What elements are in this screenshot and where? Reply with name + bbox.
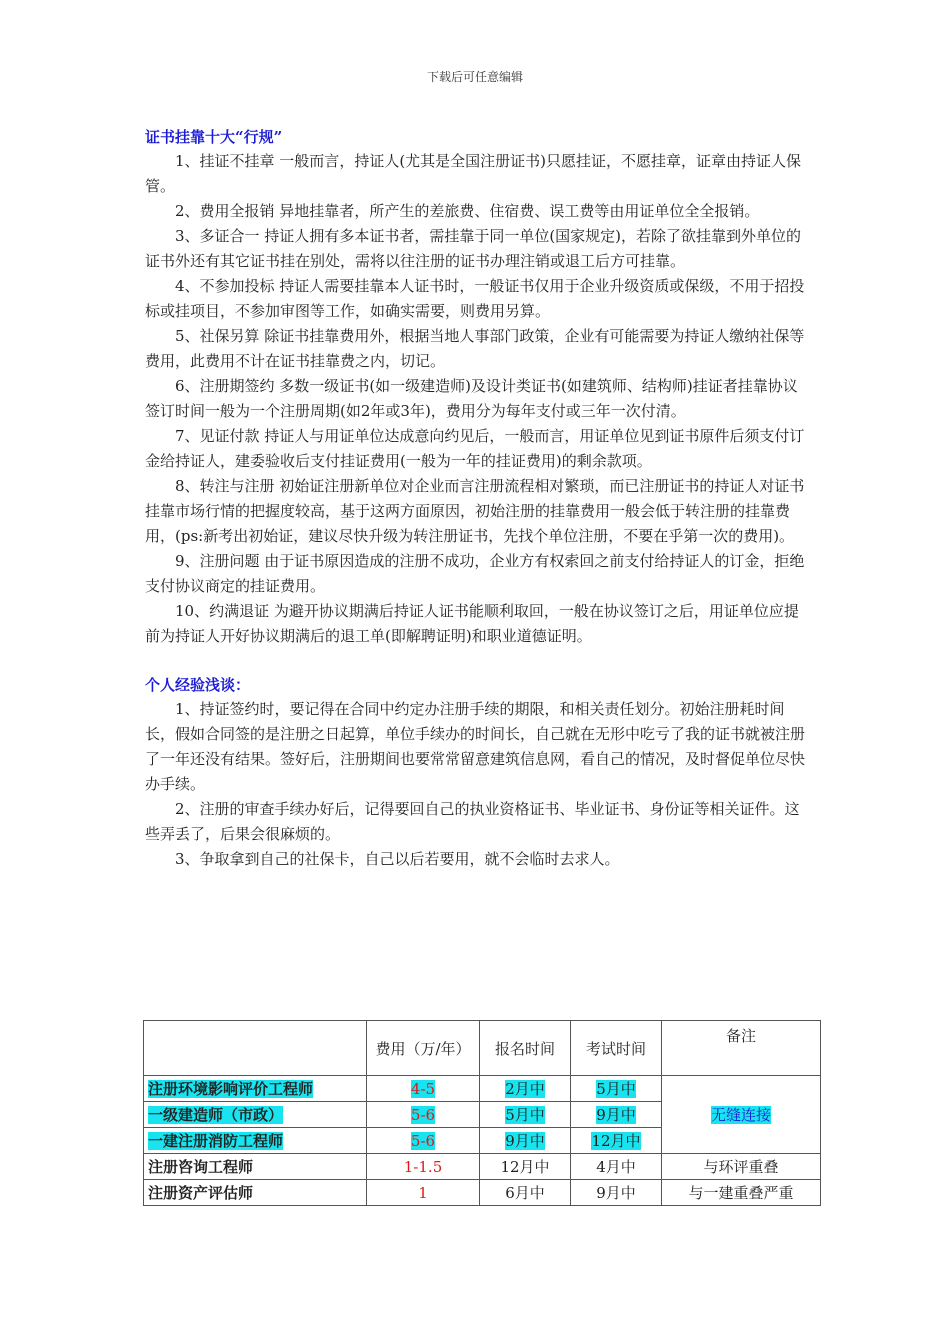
row-fee: 4-5	[410, 1079, 436, 1098]
header-note: 备注	[662, 1021, 821, 1076]
row-exam-cell	[571, 1076, 662, 1102]
rule-paragraph: 6、注册期签约 多数一级证书(如一级建造师)及设计类证书(如建筑师、结构师)挂证者挂靠协议签订时间一般为一个注册周期(如2年或3年)，费用分为每年支付或三年一次付清。	[145, 377, 798, 420]
rule-paragraph: 8、转注与注册 初始证注册新单位对企业而言注册流程相对繁琐，而已注册证书的持证人对证书挂靠市场行情的把握度较高，基于这两方面原因，初始注册的挂靠费用一般会低于转注册的挂靠费用，(ps:新考出初始证，建议尽快升级为转注册证书，先找个单位注册，不要在乎第一次的费用)。	[145, 477, 805, 545]
row-fee: 5-6	[410, 1105, 436, 1124]
row-name-cell	[144, 1102, 367, 1128]
row-name-cell	[144, 1076, 367, 1102]
row-exam-cell	[571, 1128, 662, 1154]
row-signup: 5月中	[505, 1106, 545, 1124]
row-signup-cell	[480, 1102, 571, 1128]
table-row	[144, 1076, 821, 1102]
section-title-experience: 个人经验浅谈：	[145, 676, 251, 694]
rule-paragraph: 2、费用全报销 异地挂靠者，所产生的差旅费、住宿费、误工费等由用证单位全全报销。	[175, 202, 760, 220]
header-fee: 费用（万/年）	[367, 1021, 480, 1076]
row-signup: 2月中	[505, 1080, 545, 1098]
table-header-row	[144, 1021, 821, 1076]
row-exam: 9月中	[571, 1180, 662, 1206]
rule-paragraph: 7、见证付款 持证人与用证单位达成意向约见后，一般而言，用证单位见到证书原件后须支付订金给持证人，建委验收后支付挂证费用(一般为一年的挂证费用)的剩余款项。	[145, 427, 805, 470]
document-body	[145, 125, 810, 872]
row-signup-cell	[480, 1076, 571, 1102]
row-name: 一级建造师（市政）	[148, 1106, 284, 1124]
row-note: 与环评重叠	[662, 1154, 821, 1180]
row-fee: 1	[367, 1180, 480, 1206]
row-note: 与一建重叠严重	[662, 1180, 821, 1206]
row-signup: 9月中	[505, 1132, 545, 1150]
header-signup: 报名时间	[480, 1021, 571, 1076]
row-name-cell	[144, 1128, 367, 1154]
experience-paragraph: 3、争取拿到自己的社保卡，自己以后若要用，就不会临时去求人。	[175, 850, 620, 868]
rule-paragraph: 10、约满退证 为避开协议期满后持证人证书能顺利取回，一般在协议签订之后，用证单位应提前为持证人开好协议期满后的退工单(即解聘证明)和职业道德证明。	[145, 602, 799, 645]
row-name: 注册咨询工程师	[144, 1154, 367, 1180]
row-signup: 6月中	[480, 1180, 571, 1206]
row-exam: 9月中	[596, 1106, 636, 1124]
row-name: 一建注册消防工程师	[148, 1132, 284, 1150]
page-header: 下载后可任意编辑	[426, 70, 523, 84]
header-name	[144, 1021, 367, 1076]
row-name: 注册资产评估师	[144, 1180, 367, 1206]
rule-paragraph: 9、注册问题 由于证书原因造成的注册不成功，企业方有权索回之前支付给持证人的订金，拒绝支付协议商定的挂证费用。	[145, 552, 805, 595]
rule-paragraph: 5、社保另算 除证书挂靠费用外，根据当地人事部门政策，企业有可能需要为持证人缴纳社保等费用，此费用不计在证书挂靠费之内，切记。	[145, 327, 805, 370]
section-title-rules: 证书挂靠十大“行规”	[145, 128, 283, 146]
rule-paragraph: 3、多证合一 持证人拥有多本证书者，需挂靠于同一单位(国家规定)，若除了欲挂靠到外单位的证书外还有其它证书挂在别处，需将以往注册的证书办理注销或退工后方可挂靠。	[145, 227, 802, 270]
table-row	[144, 1180, 821, 1206]
row-fee-cell	[367, 1128, 480, 1154]
rule-paragraph: 1、挂证不挂章 一般而言，持证人(尤其是全国注册证书)只愿挂证，不愿挂章，证章由持证人保管。	[145, 152, 802, 195]
rule-paragraph: 4、不参加投标 持证人需要挂靠本人证书时，一般证书仅用于企业升级资质或保级，不用于招投标或挂项目，不参加审图等工作，如确实需要，则费用另算。	[145, 277, 805, 320]
row-exam: 12月中	[591, 1132, 641, 1150]
certificate-table	[143, 1020, 821, 1206]
header-exam: 考试时间	[571, 1021, 662, 1076]
experience-paragraph: 1、持证签约时，要记得在合同中约定办注册手续的期限，和相关责任划分。初始注册耗时间长，假如合同签的是注册之日起算，单位手续办的时间长，自己就在无形中吃亏了我的证书就被注册了一年还没有结果。签好后，注册期间也要常常留意建筑信息网，看自己的情况，及时督促单位尽快办手续。	[145, 700, 806, 793]
row-signup-cell	[480, 1128, 571, 1154]
row-fee-cell	[367, 1076, 480, 1102]
row-fee-cell	[367, 1102, 480, 1128]
row-exam: 5月中	[596, 1080, 636, 1098]
row-exam-cell	[571, 1102, 662, 1128]
row-signup: 12月中	[480, 1154, 571, 1180]
table-row	[144, 1154, 821, 1180]
merged-note-cell	[662, 1076, 821, 1154]
row-fee: 1-1.5	[367, 1154, 480, 1180]
row-name: 注册环境影响评价工程师	[148, 1080, 314, 1098]
merged-note: 无缝连接	[710, 1106, 771, 1124]
row-exam: 4月中	[571, 1154, 662, 1180]
experience-paragraph: 2、注册的审查手续办好后，记得要回自己的执业资格证书、毕业证书、身份证等相关证件。这些弄丢了，后果会很麻烦的。	[145, 800, 800, 843]
row-fee: 5-6	[410, 1131, 436, 1150]
